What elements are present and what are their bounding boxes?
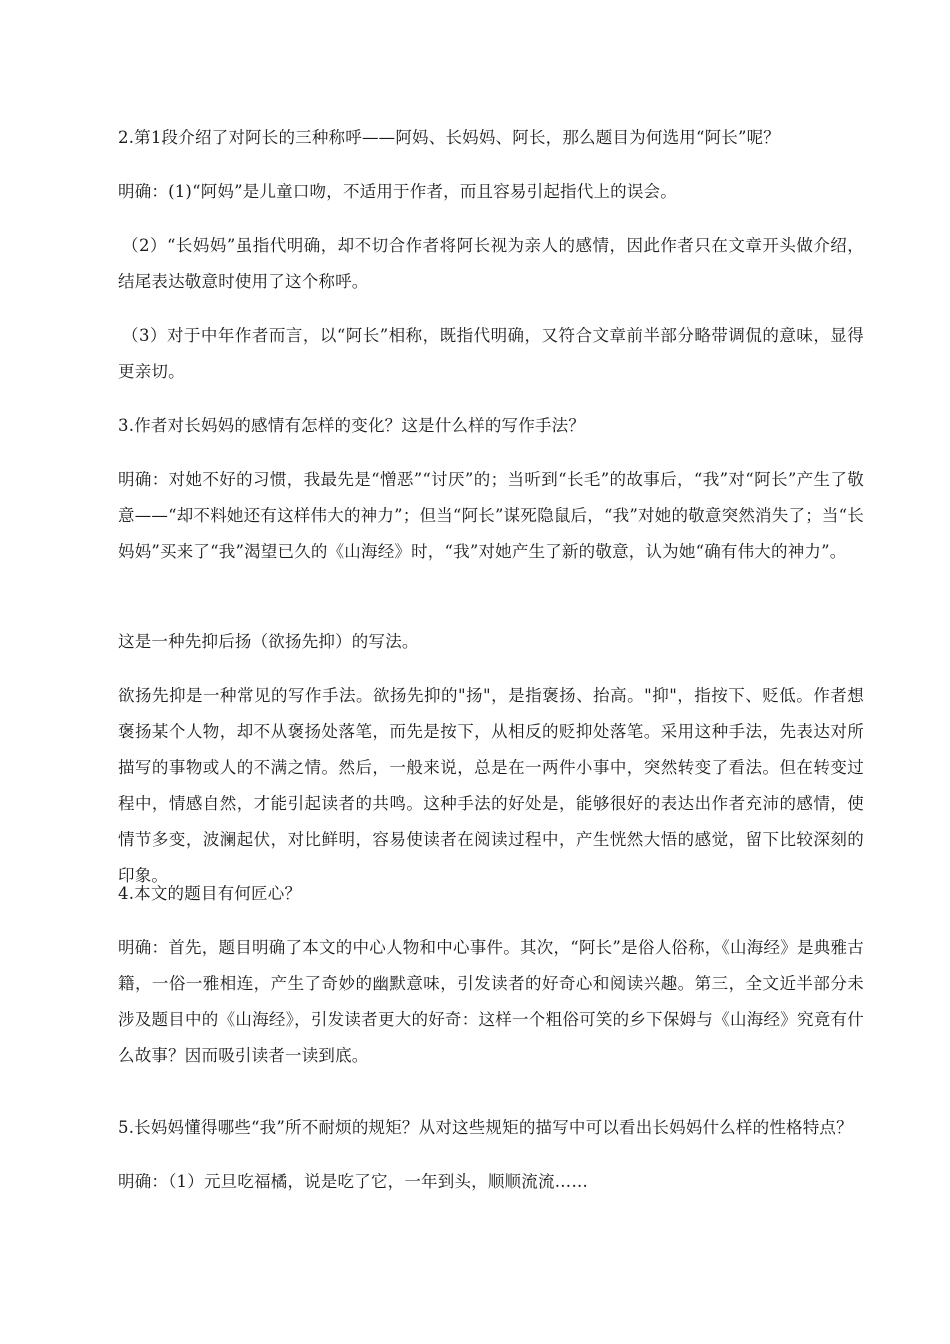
answer-2-point-3: （3）对于中年作者而言，以“阿长”相称，既指代明确，又符合文章前半部分略带调侃的意味，显得更亲切。 bbox=[118, 326, 864, 381]
question-2: 2.第1段介绍了对阿长的三种称呼——阿妈、长妈妈、阿长，那么题目为何选用“阿长”呢？ bbox=[118, 128, 781, 147]
answer-3-technique: 这是一种先抑后扬（欲扬先抑）的写法。 bbox=[118, 632, 419, 651]
question-4: 4.本文的题目有何匠心？ bbox=[118, 884, 302, 903]
answer-2-point-2: （2）“长妈妈”虽指代明确，却不切合作者将阿长视为亲人的感情，因此作者只在文章开头做介绍，结尾表达敬意时使用了这个称呼。 bbox=[118, 236, 864, 291]
answer-2-point-1: 明确：(1)“阿妈”是儿童口吻，不适用于作者，而且容易引起指代上的误会。 bbox=[118, 182, 677, 201]
answer-3: 明确：对她不好的习惯，我最先是“憎恶”“讨厌”的；当听到“长毛”的故事后，“我”对“阿长”产生了敬意——“却不料她还有这样伟大的神力”；但当“阿长”谋死隐鼠后，“我”对她的敬意突然消失了；当“长妈妈”买来了“我”渴望已久的《山海经》时，“我”对她产生了新的敬意，认为她“确有伟大的神力”。 bbox=[118, 470, 864, 561]
question-3: 3.作者对长妈妈的感情有怎样的变化？这是什么样的写作手法？ bbox=[118, 416, 586, 435]
answer-5-point-1: 明确：（1）元旦吃福橘，说是吃了它，一年到头，顺顺流流…… bbox=[118, 1172, 589, 1191]
question-5: 5.长妈妈懂得哪些“我”所不耐烦的规矩？从对这些规矩的描写中可以看出长妈妈什么样的性格特点？ bbox=[118, 1118, 853, 1137]
answer-4: 明确：首先，题目明确了本文的中心人物和中心事件。其次，“阿长”是俗人俗称，《山海经》是典雅古籍，一俗一雅相连，产生了奇妙的幽默意味，引发读者的好奇心和阅读兴趣。第三，全文近半部分未涉及题目中的《山海经》，引发读者更大的好奇：这样一个粗俗可笑的乡下保姆与《山海经》究竟有什么故事？因而吸引读者一读到底。 bbox=[118, 938, 864, 1065]
answer-3-explanation: 欲扬先抑是一种常见的写作手法。欲扬先抑的"扬"，是指褒扬、抬高。"抑"，指按下、贬低。作者想褒扬某个人物，却不从褒扬处落笔，而先是按下，从相反的贬抑处落笔。采用这种手法，先表达对所描写的事物或人的不满之情。然后，一般来说，总是在一两件小事中，突然转变了看法。但在转变过程中，情感自然，才能引起读者的共鸣。这种手法的好处是，能够很好的表达出作者充沛的感情，使情节多变，波澜起伏，对比鲜明，容易使读者在阅读过程中，产生恍然大悟的感觉，留下比较深刻的印象。 bbox=[118, 686, 864, 885]
